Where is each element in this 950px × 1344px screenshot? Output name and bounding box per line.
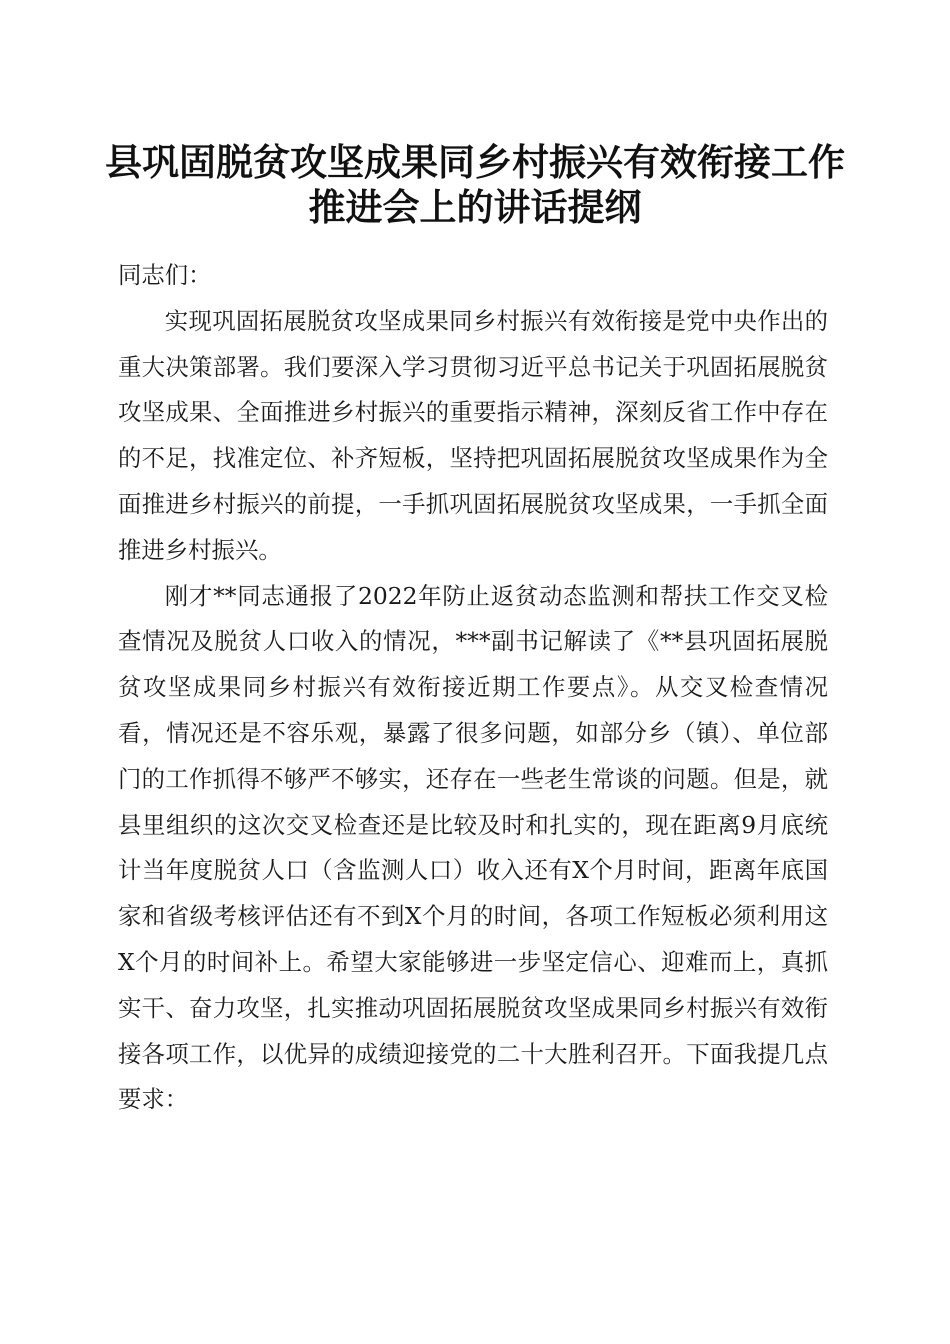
salutation: 同志们： xyxy=(118,261,212,289)
document-title-line-2: 推进会上的讲话提纲 xyxy=(308,185,642,229)
document-title-line-1: 县巩固脱贫攻坚成果同乡村振兴有效衔接工作 xyxy=(105,140,845,184)
paragraph-2: 刚才**同志通报了2022年防止返贫动态监测和帮扶工作交叉检查情况及脱贫人口收入的情况，***副书记解读了《**县巩固拓展脱贫攻坚成果同乡村振兴有效衔接近期工作要点》。从交叉检查情况看，情况还是不容乐观，暴露了很多问题，如部分乡（镇）、单位部门的工作抓得不够严不够实，还存在一些老生常谈的问题。但是，就县里组织的这次交叉检查还是比较及时和扎实的，现在距离9月底统计当年度脱贫人口（含监测人口）收入还有X个月时间，距离年底国家和省级考核评估还有不到X个月的时间，各项工作短板必须利用这X个月的时间补上。希望大家能够进一步坚定信心、迎难而上，真抓实干、奋力攻坚，扎实推动巩固拓展脱贫攻坚成果同乡村振兴有效衔接各项工作，以优异的成绩迎接党的二十大胜利召开。下面我提几点要求： xyxy=(118,581,828,1114)
document-body xyxy=(118,253,828,1123)
paragraph-1: 实现巩固拓展脱贫攻坚成果同乡村振兴有效衔接是党中央作出的重大决策部署。我们要深入学习贯彻习近平总书记关于巩固拓展脱贫攻坚成果、全面推进乡村振兴的重要指示精神，深刻反省工作中存在的不足，找准定位、补齐短板，坚持把巩固拓展脱贫攻坚成果作为全面推进乡村振兴的前提，一手抓巩固拓展脱贫攻坚成果，一手抓全面推进乡村振兴。 xyxy=(118,306,828,564)
